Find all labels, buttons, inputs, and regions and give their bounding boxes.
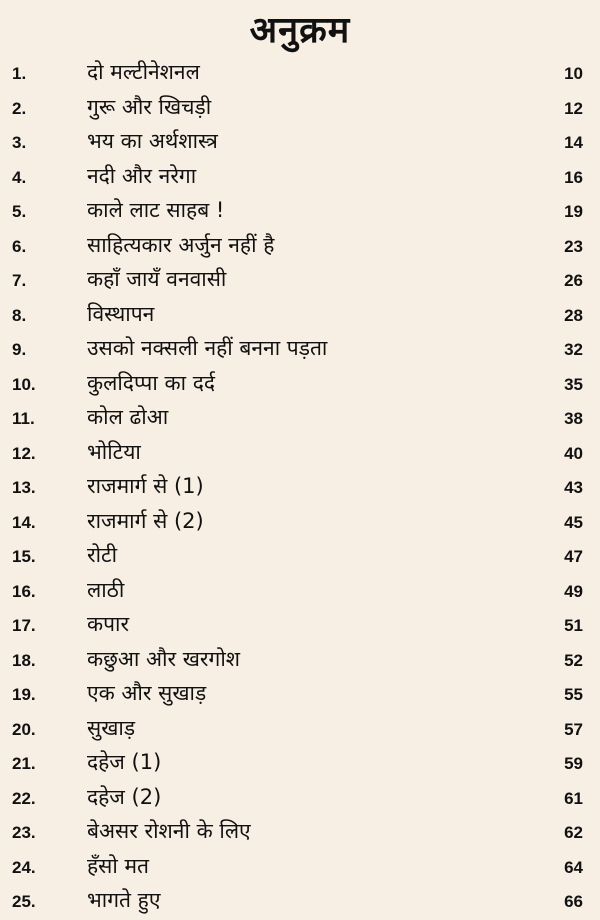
entry-page-number: 38 [564,409,583,428]
toc-entry [0,228,600,263]
toc-entry [0,193,600,228]
entry-number: 5. [12,202,27,221]
toc-entry [0,400,600,435]
toc-entry [0,745,600,780]
entry-number: 13. [12,478,36,497]
entry-number: 10. [12,374,36,394]
entry-title: साहित्यकार अर्जुन नहीं है [87,232,275,257]
entry-page-number: 26 [564,271,583,290]
entry-title: रोटी [87,543,118,567]
entry-page-number: 62 [564,823,583,842]
toc-entry [0,124,600,159]
entry-page-number: 14 [564,133,583,152]
toc-entry [0,504,600,539]
entry-title: कपार [87,612,130,636]
entry-title: काले लाट साहब ! [87,198,225,222]
entry-title: उसको नक्सली नहीं बनना पड़ता [87,336,328,360]
entry-number: 14. [12,512,36,532]
entry-title: गुरू और खिचड़ी [87,94,212,119]
entry-page-number: 66 [564,892,583,911]
entry-number: 6. [12,236,27,256]
entry-page-number: 59 [564,754,583,773]
entry-number: 9. [12,340,27,359]
toc-entry [0,262,600,297]
entry-page-number: 10 [564,64,583,83]
entry-number: 19. [12,685,36,704]
entry-page-number: 16 [564,167,583,187]
entry-page-number: 32 [564,340,583,359]
entry-title: राजमार्ग से (1) [87,474,204,498]
entry-title: दहेज (1) [87,750,162,774]
entry-page-number: 57 [564,719,583,739]
entry-page-number: 52 [564,650,583,670]
entry-number: 20. [12,719,36,739]
toc-entry [0,814,600,849]
toc-entry [0,159,600,194]
entry-number: 16. [12,581,36,601]
entry-page-number: 23 [564,236,583,256]
entry-page-number: 64 [564,857,583,877]
entry-title: भय का अर्थशास्त्र [87,129,218,153]
entry-number: 7. [12,271,27,290]
entry-title: नदी और नरेगा [87,163,197,188]
entry-title: कहाँ जायँ वनवासी [87,267,227,291]
toc-entry [0,538,600,573]
entry-number: 18. [12,650,36,670]
entry-page-number: 55 [564,685,583,704]
toc-entry [0,676,600,711]
entry-page-number: 47 [564,547,583,566]
toc-entry [0,573,600,608]
entry-number: 25. [12,892,36,911]
toc-entry [0,55,600,90]
toc-entry [0,469,600,504]
entry-page-number: 43 [564,478,583,497]
toc-entry [0,331,600,366]
entry-number: 15. [12,547,36,566]
entry-title: कुलदिप्पा का दर्द [87,370,216,395]
entry-number: 23. [12,823,36,842]
entry-title: कोल ढोआ [87,405,169,429]
toc-entry [0,90,600,125]
entry-title: दो मल्टीनेशनल [87,60,200,84]
entry-page-number: 28 [564,305,583,325]
entry-number: 1. [12,64,27,83]
entry-page-number: 49 [564,581,583,601]
toc-entry [0,642,600,677]
entry-title: एक और सुखाड़ [87,681,207,705]
entry-title: लाठी [87,577,125,602]
entry-number: 12. [12,443,36,463]
entry-number: 8. [12,305,27,325]
toc-entry [0,780,600,815]
entry-title: कछुआ और खरगोश [87,646,241,671]
toc-entry [0,366,600,401]
entry-page-number: 61 [564,788,583,808]
entry-page-number: 40 [564,443,583,463]
entry-title: हँसो मत [87,853,149,878]
toc-entry [0,435,600,470]
entry-page-number: 12 [564,98,583,118]
toc-entry [0,607,600,642]
entry-page-number: 35 [564,374,583,394]
entry-number: 22. [12,788,36,808]
toc-entry [0,849,600,884]
entry-title: विस्थापन [87,301,155,326]
entry-title: भोटिया [87,439,141,464]
entry-title: बेअसर रोशनी के लिए [87,819,251,843]
entry-page-number: 51 [564,616,583,635]
toc-entry [0,711,600,746]
page-title: अनुक्रम [249,10,351,51]
entry-title: भागते हुए [87,888,161,912]
entry-number: 3. [12,133,27,152]
toc-entry [0,883,600,918]
entry-title: दहेज (2) [87,784,162,809]
entry-number: 11. [12,409,35,428]
entry-page-number: 45 [564,512,583,532]
entry-number: 4. [12,167,27,187]
entry-number: 2. [12,98,27,118]
table-of-contents [0,55,600,918]
entry-number: 17. [12,616,36,635]
toc-entry [0,297,600,332]
entry-page-number: 19 [564,202,583,221]
entry-title: सुखाड़ [87,715,136,740]
entry-number: 21. [12,754,36,773]
entry-title: राजमार्ग से (2) [87,508,204,533]
entry-number: 24. [12,857,36,877]
